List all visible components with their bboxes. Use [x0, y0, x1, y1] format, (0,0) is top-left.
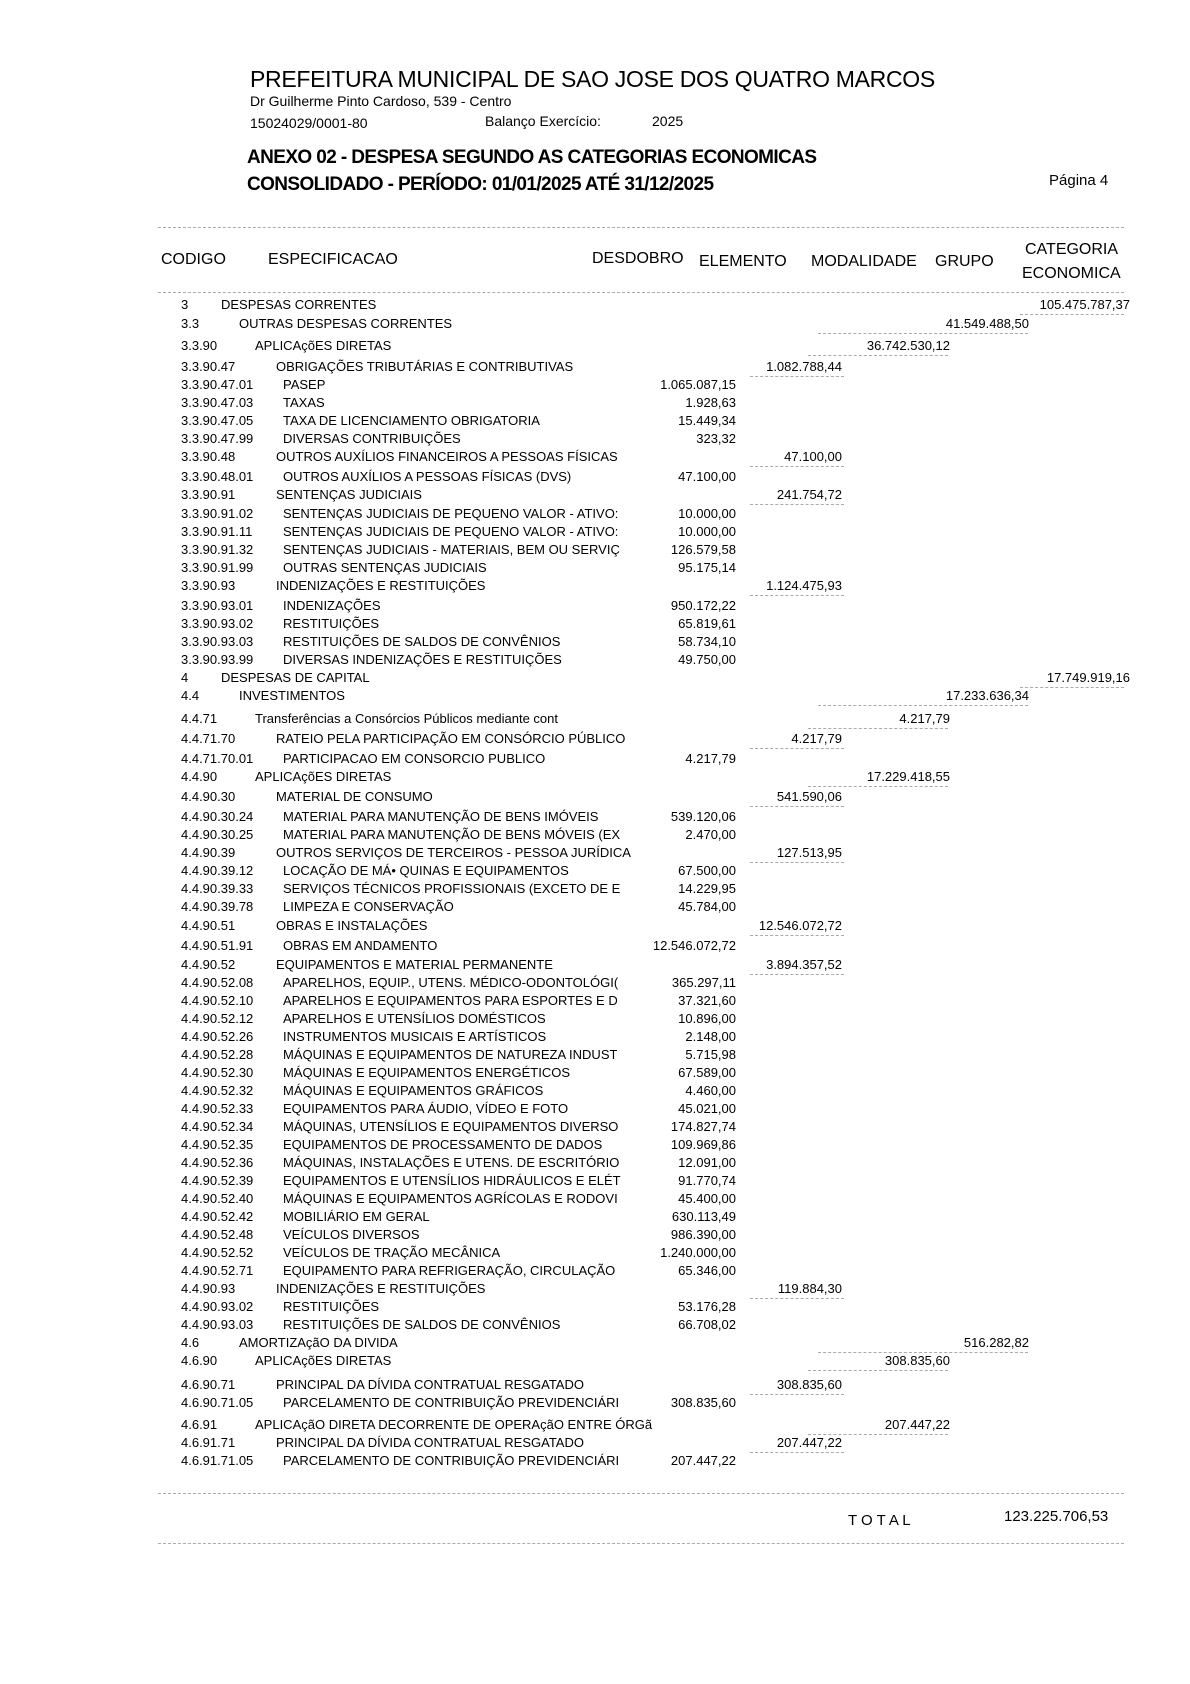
row-code: 3.3.90.93.03 [181, 634, 254, 649]
table-row [0, 578, 1190, 596]
table-row [0, 1281, 1190, 1299]
row-description: SENTENÇAS JUDICIAIS DE PEQUENO VALOR - ATIVO: [283, 524, 619, 539]
table-row [0, 993, 1190, 1011]
row-code: 3.3.90.93.99 [181, 652, 254, 667]
row-code: 3.3.90.47.99 [181, 431, 254, 446]
row-code: 3.3.90 [181, 338, 218, 353]
table-row [0, 751, 1190, 769]
row-description: SENTENÇAS JUDICIAIS [276, 487, 422, 502]
row-description: EQUIPAMENTOS DE PROCESSAMENTO DE DADOS [283, 1137, 603, 1152]
row-value-desd: 10.000,00 [678, 524, 736, 539]
subtotal-underline [808, 786, 948, 787]
subtotal-underline [750, 748, 844, 749]
row-description: LIMPEZA E CONSERVAÇÃO [283, 899, 454, 914]
row-value-elem: 1.082.788,44 [766, 359, 842, 374]
row-code: 4.6.90.71 [181, 1377, 236, 1392]
row-description: PARCELAMENTO DE CONTRIBUIÇÃO PREVIDENCIÁRI [283, 1395, 620, 1410]
row-code: 3.3.90.47.01 [181, 377, 254, 392]
row-value-mod: 4.217,79 [899, 711, 950, 726]
row-value-elem: 12.546.072,72 [758, 918, 842, 933]
row-value-desd: 1.928,63 [685, 395, 736, 410]
table-row [0, 469, 1190, 487]
row-value-desd: 67.589,00 [678, 1065, 736, 1080]
row-value-mod: 17.229.418,55 [866, 769, 950, 784]
table-row [0, 863, 1190, 881]
row-value-desd: 15.449,34 [678, 413, 736, 428]
row-code: 4.4.90.52.52 [181, 1245, 254, 1260]
table-row [0, 1263, 1190, 1281]
row-description: APARELHOS E UTENSÍLIOS DOMÉSTICOS [283, 1011, 546, 1026]
row-description: MÁQUINAS E EQUIPAMENTOS AGRÍCOLAS E RODOVI [283, 1191, 618, 1206]
row-code: 3.3 [181, 316, 200, 331]
row-code: 4.4.90.52.32 [181, 1083, 254, 1098]
table-row [0, 1317, 1190, 1335]
row-value-desd: 12.546.072,72 [652, 938, 736, 953]
subtotal-underline [808, 728, 948, 729]
row-value-desd: 126.579,58 [670, 542, 736, 557]
page-title: PREFEITURA MUNICIPAL DE SAO JOSE DOS QUATRO MARCOS [250, 66, 935, 92]
row-value-desd: 37.321,60 [678, 993, 736, 1008]
total-value: 123.225.706,53 [1004, 1508, 1109, 1525]
row-code: 4.4.71.70 [181, 731, 236, 746]
row-description: RATEIO PELA PARTICIPAÇÃO EM CONSÓRCIO PÚBLICO [276, 731, 626, 746]
row-value-desd: 109.969,86 [670, 1137, 736, 1152]
row-value-desd: 67.500,00 [678, 863, 736, 878]
row-value-elem: 207.447,22 [776, 1435, 842, 1450]
table-row [0, 918, 1190, 936]
row-description: RESTITUIÇÕES [283, 616, 380, 631]
row-description: VEÍCULOS DIVERSOS [283, 1227, 420, 1242]
table-row [0, 975, 1190, 993]
row-value-elem: 4.217,79 [791, 731, 842, 746]
cnpj: 15024029/0001-80 [250, 115, 368, 131]
row-description: MÁQUINAS E EQUIPAMENTOS GRÁFICOS [283, 1083, 544, 1098]
row-code: 4.6 [181, 1335, 200, 1350]
table-row [0, 431, 1190, 449]
row-description: EQUIPAMENTOS PARA ÁUDIO, VÍDEO E FOTO [283, 1101, 569, 1116]
row-code: 4.6.91 [181, 1417, 218, 1432]
row-code: 4.6.90.71.05 [181, 1395, 254, 1410]
row-code: 3.3.90.47 [181, 359, 236, 374]
row-value-desd: 10.000,00 [678, 506, 736, 521]
table-row [0, 769, 1190, 787]
row-description: APARELHOS, EQUIP., UTENS. MÉDICO-ODONTOLÓGI( [283, 975, 619, 990]
address: Dr Guilherme Pinto Cardoso, 539 - Centro [250, 93, 512, 109]
row-description: APLICAçãO DIRETA DECORRENTE DE OPERAçãO ENTRE ÓRGã [255, 1417, 653, 1432]
table-row [0, 652, 1190, 670]
row-code: 4.4.90.93.03 [181, 1317, 254, 1332]
row-description: APLICAçõES DIRETAS [255, 1353, 392, 1368]
row-value-elem: 241.754,72 [776, 487, 842, 502]
total-bottom-divider [158, 1543, 1124, 1544]
row-code: 4.4.90.39.12 [181, 863, 254, 878]
col-elemento: ELEMENTO [699, 253, 787, 270]
row-value-mod: 36.742.530,12 [866, 338, 950, 353]
row-code: 4 [181, 670, 189, 685]
row-code: 4.4.90.93.02 [181, 1299, 254, 1314]
table-row [0, 542, 1190, 560]
total-top-divider [158, 1493, 1124, 1494]
row-code: 4.4.90.52.10 [181, 993, 254, 1008]
table-row [0, 506, 1190, 524]
row-code: 4.4.90.52.30 [181, 1065, 254, 1080]
row-description: MOBILIÁRIO EM GERAL [283, 1209, 430, 1224]
row-description: PASEP [283, 377, 326, 392]
row-value-mod: 308.835,60 [884, 1353, 950, 1368]
row-value-mod: 207.447,22 [884, 1417, 950, 1432]
row-description: MÁQUINAS, INSTALAÇÕES E UTENS. DE ESCRITÓRIO [283, 1155, 620, 1170]
table-row [0, 1453, 1190, 1471]
row-value-desd: 174.827,74 [670, 1119, 736, 1134]
col-economica: ECONOMICA [1022, 265, 1121, 282]
row-code: 3.3.90.47.05 [181, 413, 254, 428]
table-row [0, 338, 1190, 356]
table-row [0, 670, 1190, 688]
row-code: 4.4.90.39 [181, 845, 236, 860]
exercise-year: 2025 [652, 113, 684, 129]
row-description: LOCAÇÃO DE MÁ• QUINAS E EQUIPAMENTOS [283, 863, 569, 878]
row-code: 4.4.90.51 [181, 918, 236, 933]
row-code: 3.3.90.47.03 [181, 395, 254, 410]
row-code: 3.3.90.91 [181, 487, 236, 502]
table-row [0, 731, 1190, 749]
row-value-cat: 17.749.919,16 [1046, 670, 1130, 685]
row-code: 4.4.90.39.33 [181, 881, 254, 896]
subtotal-underline [808, 1370, 948, 1371]
table-row [0, 1395, 1190, 1413]
row-code: 3.3.90.91.32 [181, 542, 254, 557]
row-code: 4.4.90.30.25 [181, 827, 254, 842]
row-value-desd: 58.734,10 [678, 634, 736, 649]
row-description: OUTROS SERVIÇOS DE TERCEIROS - PESSOA JURÍDICA [276, 845, 631, 860]
row-description: DESPESAS CORRENTES [221, 297, 377, 312]
table-row [0, 449, 1190, 467]
row-code: 4.4.90.52.71 [181, 1263, 254, 1278]
table-row [0, 1119, 1190, 1137]
row-description: SERVIÇOS TÉCNICOS PROFISSIONAIS (EXCETO DE E [283, 881, 621, 896]
row-value-desd: 1.240.000,00 [660, 1245, 736, 1260]
row-description: MATERIAL PARA MANUTENÇÃO DE BENS MÓVEIS (EX [283, 827, 621, 842]
row-description: EQUIPAMENTO PARA REFRIGERAÇÃO, CIRCULAÇÃO [283, 1263, 616, 1278]
table-row [0, 1173, 1190, 1191]
table-row [0, 487, 1190, 505]
row-code: 4.4.90.52.28 [181, 1047, 254, 1062]
table-row [0, 413, 1190, 431]
row-value-desd: 308.835,60 [670, 1395, 736, 1410]
row-code: 4.4 [181, 688, 200, 703]
row-value-desd: 365.297,11 [671, 975, 736, 990]
row-value-desd: 2.470,00 [685, 827, 736, 842]
row-description: DIVERSAS INDENIZAÇÕES E RESTITUIÇÕES [283, 652, 562, 667]
row-description: SENTENÇAS JUDICIAIS DE PEQUENO VALOR - ATIVO: [283, 506, 619, 521]
row-description: OUTROS AUXÍLIOS A PESSOAS FÍSICAS (DVS) [283, 469, 572, 484]
table-row [0, 899, 1190, 917]
row-value-desd: 630.113,49 [671, 1209, 736, 1224]
row-code: 4.4.90.30 [181, 789, 236, 804]
col-modalidade: MODALIDADE [811, 253, 917, 270]
row-description: INSTRUMENTOS MUSICAIS E ARTÍSTICOS [283, 1029, 547, 1044]
annex-title: ANEXO 02 - DESPESA SEGUNDO AS CATEGORIAS ECONOMICAS [247, 147, 817, 168]
table-row [0, 827, 1190, 845]
row-code: 3.3.90.48 [181, 449, 236, 464]
subtotal-underline [750, 935, 844, 936]
table-row [0, 938, 1190, 956]
row-value-desd: 207.447,22 [670, 1453, 736, 1468]
subtotal-underline [750, 504, 844, 505]
row-code: 3.3.90.93.01 [181, 598, 254, 613]
col-especificacao: ESPECIFICACAO [268, 251, 398, 268]
row-value-desd: 10.896,00 [678, 1011, 736, 1026]
table-row [0, 316, 1190, 334]
row-description: INDENIZAÇÕES [283, 598, 381, 613]
row-code: 4.4.90.52.12 [181, 1011, 254, 1026]
row-code: 4.4.90.52.33 [181, 1101, 254, 1116]
table-row [0, 1083, 1190, 1101]
row-code: 3.3.90.93.02 [181, 616, 254, 631]
row-description: Transferências a Consórcios Públicos mediante cont [255, 711, 558, 726]
row-description: INVESTIMENTOS [239, 688, 345, 703]
row-code: 4.4.90.52 [181, 957, 236, 972]
table-row [0, 1011, 1190, 1029]
row-value-elem: 47.100,00 [784, 449, 842, 464]
table-row [0, 711, 1190, 729]
row-value-desd: 4.217,79 [685, 751, 736, 766]
row-value-grp: 17.233.636,34 [945, 688, 1029, 703]
table-row [0, 1245, 1190, 1263]
header-top-divider [158, 227, 1124, 228]
table-row [0, 297, 1190, 315]
row-value-desd: 95.175,14 [678, 560, 736, 575]
row-code: 3.3.90.48.01 [181, 469, 254, 484]
row-value-desd: 53.176,28 [678, 1299, 736, 1314]
row-description: RESTITUIÇÕES [283, 1299, 380, 1314]
row-description: APLICAçõES DIRETAS [255, 338, 392, 353]
subtotal-underline [808, 355, 948, 356]
row-value-desd: 45.784,00 [678, 899, 736, 914]
row-description: RESTITUIÇÕES DE SALDOS DE CONVÊNIOS [283, 1317, 561, 1332]
row-code: 4.4.90.52.42 [181, 1209, 254, 1224]
row-description: DIVERSAS CONTRIBUIÇÕES [283, 431, 461, 446]
row-description: EQUIPAMENTOS E MATERIAL PERMANENTE [276, 957, 553, 972]
row-value-desd: 4.460,00 [685, 1083, 736, 1098]
row-code: 4.4.90.52.35 [181, 1137, 254, 1152]
page-number: Página 4 [1049, 172, 1109, 189]
row-value-elem: 1.124.475,93 [766, 578, 842, 593]
row-value-elem: 119.884,30 [777, 1281, 842, 1296]
row-description: MÁQUINAS, UTENSÍLIOS E EQUIPAMENTOS DIVERSO [283, 1119, 619, 1134]
table-row [0, 1209, 1190, 1227]
row-description: MÁQUINAS E EQUIPAMENTOS ENERGÉTICOS [283, 1065, 571, 1080]
table-row [0, 1335, 1190, 1353]
row-code: 3 [181, 297, 189, 312]
table-row [0, 395, 1190, 413]
table-row [0, 1137, 1190, 1155]
row-code: 3.3.90.91.99 [181, 560, 254, 575]
row-description: MÁQUINAS E EQUIPAMENTOS DE NATUREZA INDUST [283, 1047, 618, 1062]
row-code: 4.4.90.52.34 [181, 1119, 254, 1134]
row-description: OBRAS EM ANDAMENTO [283, 938, 438, 953]
row-value-desd: 1.065.087,15 [660, 377, 736, 392]
table-row [0, 359, 1190, 377]
table-row [0, 1029, 1190, 1047]
row-description: APARELHOS E EQUIPAMENTOS PARA ESPORTES E D [283, 993, 618, 1008]
col-grupo: GRUPO [935, 253, 994, 270]
subtotal-underline [750, 595, 844, 596]
subtotal-underline [818, 705, 1028, 706]
row-value-desd: 539.120,06 [670, 809, 736, 824]
table-row [0, 809, 1190, 827]
table-row [0, 1435, 1190, 1453]
row-value-desd: 12.091,00 [678, 1155, 736, 1170]
subtotal-underline [1020, 314, 1124, 315]
row-value-desd: 45.400,00 [678, 1191, 736, 1206]
row-value-desd: 950.172,22 [670, 598, 736, 613]
row-code: 4.6.91.71.05 [181, 1453, 254, 1468]
row-code: 4.4.90.52.40 [181, 1191, 254, 1206]
table-row [0, 634, 1190, 652]
row-value-grp: 516.282,82 [963, 1335, 1029, 1350]
row-value-desd: 45.021,00 [678, 1101, 736, 1116]
row-code: 4.6.90 [181, 1353, 218, 1368]
table-row [0, 598, 1190, 616]
row-description: VEÍCULOS DE TRAÇÃO MECÂNICA [283, 1245, 501, 1260]
row-code: 4.4.90 [181, 769, 218, 784]
row-value-desd: 66.708,02 [678, 1317, 736, 1332]
row-value-desd: 47.100,00 [678, 469, 736, 484]
table-row [0, 560, 1190, 578]
table-row [0, 377, 1190, 395]
table-row [0, 845, 1190, 863]
row-code: 4.4.71 [181, 711, 218, 726]
row-description: PARTICIPACAO EM CONSORCIO PUBLICO [283, 751, 546, 766]
row-description: INDENIZAÇÕES E RESTITUIÇÕES [276, 1281, 486, 1296]
table-row [0, 1353, 1190, 1371]
period-title: CONSOLIDADO - PERÍODO: 01/01/2025 ATÉ 31/12/2025 [247, 174, 714, 195]
table-row [0, 1377, 1190, 1395]
row-code: 3.3.90.91.11 [181, 524, 253, 539]
row-code: 4.4.90.52.39 [181, 1173, 254, 1188]
row-code: 4.4.90.30.24 [181, 809, 254, 824]
row-description: DESPESAS DE CAPITAL [221, 670, 370, 685]
row-code: 4.4.90.39.78 [181, 899, 254, 914]
table-row [0, 524, 1190, 542]
row-value-desd: 2.148,00 [685, 1029, 736, 1044]
subtotal-underline [750, 806, 844, 807]
table-row [0, 1155, 1190, 1173]
row-code: 4.4.90.52.36 [181, 1155, 254, 1170]
table-row [0, 688, 1190, 706]
row-value-desd: 65.346,00 [678, 1263, 736, 1278]
row-description: PRINCIPAL DA DÍVIDA CONTRATUAL RESGATADO [276, 1435, 584, 1450]
row-code: 3.3.90.93 [181, 578, 236, 593]
row-value-elem: 308.835,60 [776, 1377, 842, 1392]
table-row [0, 1417, 1190, 1435]
row-description: MATERIAL PARA MANUTENÇÃO DE BENS IMÓVEIS [283, 809, 599, 824]
table-row [0, 1227, 1190, 1245]
row-value-desd: 323,32 [696, 431, 736, 446]
row-value-desd: 986.390,00 [670, 1227, 736, 1242]
row-description: PARCELAMENTO DE CONTRIBUIÇÃO PREVIDENCIÁRI [283, 1453, 620, 1468]
subtotal-underline [818, 333, 1028, 334]
row-value-grp: 41.549.488,50 [945, 316, 1029, 331]
row-description: APLICAçõES DIRETAS [255, 769, 392, 784]
row-description: MATERIAL DE CONSUMO [276, 789, 433, 804]
table-row [0, 881, 1190, 899]
row-value-cat: 105.475.787,37 [1039, 297, 1130, 312]
row-value-desd: 49.750,00 [678, 652, 736, 667]
header-bottom-divider [158, 292, 1124, 293]
row-value-elem: 541.590,06 [776, 789, 842, 804]
row-code: 3.3.90.91.02 [181, 506, 254, 521]
table-row [0, 616, 1190, 634]
row-description: TAXAS [283, 395, 325, 410]
row-description: RESTITUIÇÕES DE SALDOS DE CONVÊNIOS [283, 634, 561, 649]
row-description: EQUIPAMENTOS E UTENSÍLIOS HIDRÁULICOS E ELÉT [283, 1173, 621, 1188]
row-code: 4.4.90.52.08 [181, 975, 254, 990]
total-label: T O T A L [848, 1512, 911, 1529]
col-codigo: CODIGO [161, 251, 226, 268]
row-code: 4.4.90.52.48 [181, 1227, 254, 1242]
row-description: PRINCIPAL DA DÍVIDA CONTRATUAL RESGATADO [276, 1377, 584, 1392]
table-row [0, 1047, 1190, 1065]
col-desdobro: DESDOBRO [592, 250, 684, 267]
table-row [0, 789, 1190, 807]
row-value-desd: 14.229,95 [678, 881, 736, 896]
row-value-elem: 3.894.357,52 [766, 957, 842, 972]
row-description: AMORTIZAçãO DA DIVIDA [239, 1335, 398, 1350]
row-code: 4.4.90.51.91 [181, 938, 254, 953]
table-row [0, 1101, 1190, 1119]
row-code: 4.4.71.70.01 [181, 751, 254, 766]
row-value-elem: 127.513,95 [776, 845, 842, 860]
row-value-desd: 65.819,61 [678, 616, 736, 631]
exercise-label: Balanço Exercício: [485, 113, 601, 129]
row-description: OUTRAS SENTENÇAS JUDICIAIS [283, 560, 487, 575]
row-description: OUTROS AUXÍLIOS FINANCEIROS A PESSOAS FÍSICAS [276, 449, 618, 464]
table-row [0, 1299, 1190, 1317]
row-description: SENTENÇAS JUDICIAIS - MATERIAIS, BEM OU SERVIÇ [283, 542, 620, 557]
table-row [0, 1065, 1190, 1083]
row-value-desd: 5.715,98 [685, 1047, 736, 1062]
row-description: TAXA DE LICENCIAMENTO OBRIGATORIA [283, 413, 540, 428]
row-description: OBRAS E INSTALAÇÕES [276, 918, 428, 933]
table-row [0, 1191, 1190, 1209]
col-categoria: CATEGORIA [1025, 241, 1119, 258]
row-description: OUTRAS DESPESAS CORRENTES [239, 316, 453, 331]
row-description: OBRIGAÇÕES TRIBUTÁRIAS E CONTRIBUTIVAS [276, 359, 574, 374]
row-code: 4.4.90.93 [181, 1281, 236, 1296]
row-code: 4.6.91.71 [181, 1435, 236, 1450]
row-code: 4.4.90.52.26 [181, 1029, 254, 1044]
row-description: INDENIZAÇÕES E RESTITUIÇÕES [276, 578, 486, 593]
subtotal-underline [750, 466, 844, 467]
row-value-desd: 91.770,74 [678, 1173, 736, 1188]
table-row [0, 957, 1190, 975]
